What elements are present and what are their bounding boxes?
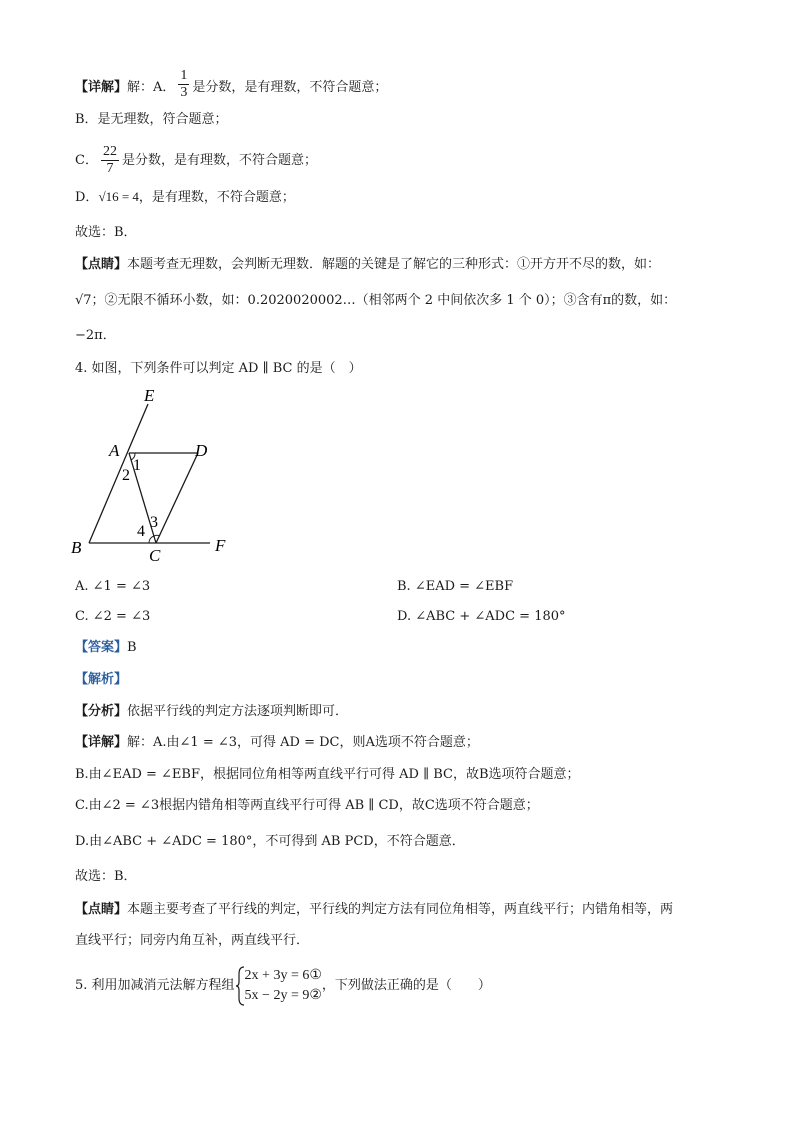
equation-system — [245, 966, 322, 1006]
comment-text: 本题主要考查了平行线的判定，平行线的判定方法有同位角相等，两直线平行；内错角相等，两 — [127, 902, 674, 917]
d-label: D． — [75, 190, 99, 205]
line-DC — [156, 453, 198, 543]
analysis-text: 依据平行线的判定方法逐项判断即可． — [127, 704, 349, 719]
q3-comment-line3: −2π． — [75, 328, 116, 343]
q4-figure — [60, 382, 250, 570]
answer-value: B — [127, 640, 137, 655]
q4-option-c: C. ∠2 = ∠3 — [75, 609, 151, 624]
detail-a-text: 解：A.由∠1 = ∠3，可得 AD = DC，则A选项不符合题意； — [127, 735, 479, 750]
q4-comment-line1 — [75, 901, 673, 919]
label-angle-4: 4 — [137, 523, 145, 540]
q3-option-d — [75, 188, 295, 207]
q3-option-b: B．是无理数，符合题意； — [75, 112, 228, 127]
comment-tag: 【点睛】 — [75, 257, 128, 272]
a-text: 是分数，是有理数，不符合题意； — [192, 80, 388, 95]
q5-stem — [75, 966, 491, 1006]
q4-detail-c: C.由∠2 = ∠3根据内错角相等两直线平行可得 AB ∥ CD，故C选项不符合题意； — [75, 798, 539, 813]
q4-answer — [75, 639, 137, 657]
q3-choice: 故选：B． — [75, 225, 137, 240]
label-C: C — [149, 546, 161, 565]
label-angle-1: 1 — [133, 457, 141, 474]
label-D: D — [195, 441, 208, 460]
fraction-numerator: 1 — [180, 68, 188, 83]
q5-stem-pre: 5. 利用加减消元法解方程组 — [75, 978, 235, 993]
q3-detail-a — [75, 68, 388, 101]
q4-analysis — [75, 703, 348, 721]
equation-2: 5x − 2y = 9② — [244, 988, 322, 1003]
fraction-denominator: 3 — [180, 85, 188, 100]
label-B: B — [71, 538, 82, 557]
q3-comment-line2: √7；②无限不循环小数，如：0.2020020002…（相邻两个 2 中间依次多 1 个 0）；③含有π的数，如： — [75, 293, 677, 308]
detail-tag: 【详解】 — [75, 80, 128, 95]
answer-tag: 【答案】 — [75, 640, 128, 655]
q4-choice: 故选：B． — [75, 869, 137, 884]
fraction-numerator: 22 — [102, 144, 117, 159]
q4-detail-d: D.由∠ABC + ∠ADC = 180°，不可得到 AB PCD，不符合题意． — [75, 834, 465, 849]
label-angle-3: 3 — [150, 514, 158, 531]
label-F: F — [215, 536, 226, 555]
analysis-tag: 【解析】 — [75, 672, 128, 687]
brace-icon — [235, 966, 245, 1006]
q4-option-d: D. ∠ABC + ∠ADC = 180° — [397, 609, 566, 624]
sqrt-expression: √16 = 4 — [98, 189, 139, 204]
c-label: C． — [75, 153, 98, 168]
analysis-sub-tag: 【分析】 — [75, 704, 128, 719]
equation-1: 2x + 3y = 6① — [244, 968, 322, 983]
fraction-22-7 — [101, 144, 119, 177]
label-A: A — [109, 441, 120, 460]
q3-option-c — [75, 144, 317, 177]
q4-analysis-tag — [75, 671, 127, 689]
detail-tag: 【详解】 — [75, 735, 128, 750]
q4-stem: 4. 如图，下列条件可以判定 AD ∥ BC 的是（ ） — [75, 361, 362, 376]
q4-option-b: B. ∠EAD = ∠EBF — [397, 579, 514, 594]
c-text: 是分数，是有理数，不符合题意； — [121, 153, 317, 168]
q4-option-a: A. ∠1 = ∠3 — [75, 579, 151, 594]
q4-detail-a — [75, 734, 479, 752]
q5-stem-post: ，下列做法正确的是（ ） — [321, 978, 491, 993]
fraction-one-third — [178, 68, 189, 101]
label-E: E — [144, 386, 155, 405]
fraction-denominator: 7 — [106, 161, 114, 176]
q4-comment-line2: 直线平行；同旁内角互补，两直线平行． — [75, 933, 310, 948]
d-text: ，是有理数，不符合题意； — [138, 190, 295, 205]
detail-text: 解：A． — [127, 80, 176, 95]
q3-comment-line1 — [75, 256, 660, 274]
label-angle-2: 2 — [122, 467, 130, 484]
comment-text: 本题考查无理数，会判断无理数．解题的关键是了解它的三种形式：①开方开不尽的数，如： — [127, 257, 661, 272]
q4-detail-b: B.由∠EAD = ∠EBF，根据同位角相等两直线平行可得 AD ∥ BC，故B选项符合题意； — [75, 767, 580, 782]
comment-tag: 【点睛】 — [75, 902, 128, 917]
